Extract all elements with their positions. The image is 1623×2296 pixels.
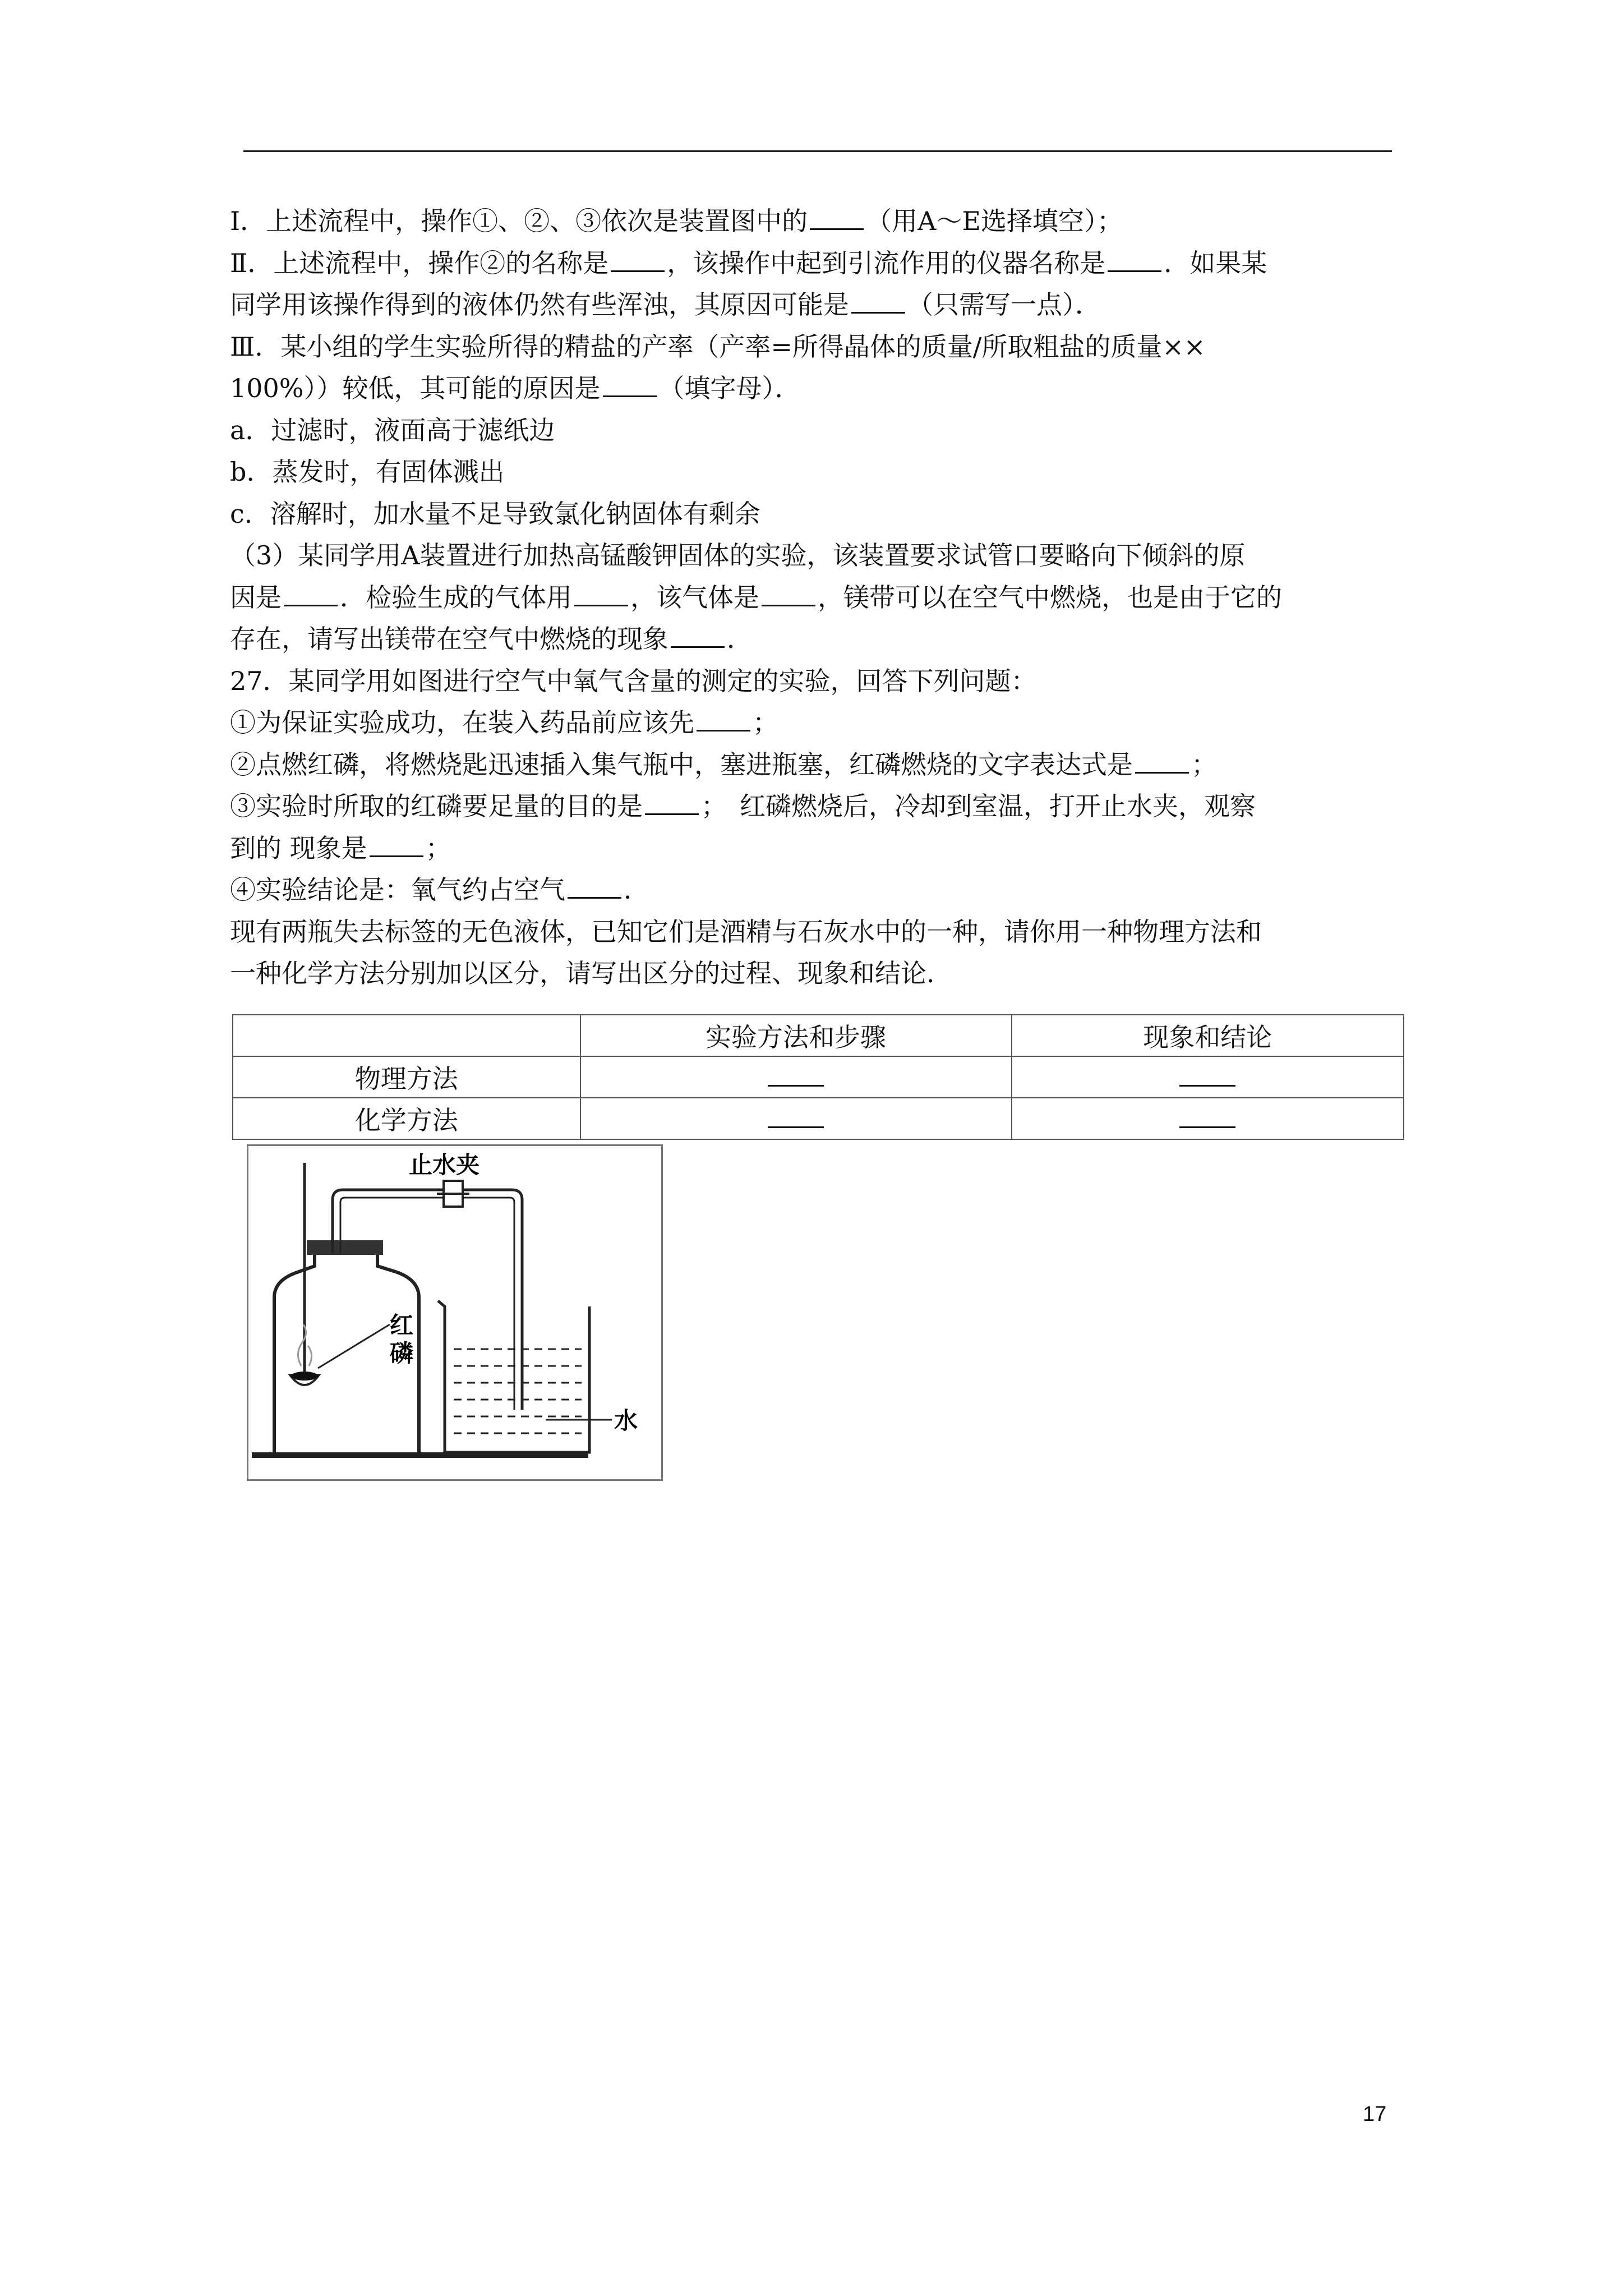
text-line bbox=[230, 204, 1396, 238]
text-line bbox=[230, 413, 1396, 447]
text-segment: （用A～E选择填空）； bbox=[866, 206, 1123, 236]
text-segment: a．过滤时，液面高于滤纸边 bbox=[230, 415, 555, 445]
text-line bbox=[230, 371, 1396, 405]
text-segment: ④实验结论是：氧气约占空气 bbox=[230, 875, 565, 905]
text-segment: 因是 bbox=[230, 582, 282, 613]
answer-blank[interactable] bbox=[611, 248, 665, 272]
flame-smoke bbox=[308, 1346, 312, 1366]
answer-blank-cell[interactable] bbox=[1012, 1098, 1404, 1139]
text-line bbox=[230, 455, 1396, 489]
table-header-cell: 现象和结论 bbox=[1012, 1015, 1404, 1056]
text-segment: 一种化学方法分别加以区分，请写出区分的过程、现象和结论． bbox=[230, 958, 952, 988]
phosphorus-label: 磷 bbox=[390, 1340, 414, 1366]
glass-tube-inner bbox=[340, 1198, 514, 1410]
answer-blank[interactable] bbox=[574, 582, 628, 606]
apparatus-diagram bbox=[248, 1146, 661, 1479]
answer-blank[interactable] bbox=[810, 206, 864, 230]
text-line bbox=[230, 622, 1396, 656]
text-line bbox=[230, 246, 1396, 280]
answer-blank[interactable] bbox=[1135, 749, 1189, 774]
text-segment: ③实验时所取的红磷要足量的目的是 bbox=[230, 791, 643, 821]
text-line bbox=[230, 915, 1396, 949]
water-label: 水 bbox=[614, 1407, 638, 1434]
answer-blank[interactable] bbox=[1179, 1103, 1235, 1128]
answer-blank[interactable] bbox=[762, 582, 815, 606]
stopper bbox=[307, 1240, 383, 1255]
answer-blank[interactable] bbox=[568, 875, 621, 899]
text-segment: 27．某同学用如图进行空气中氧气含量的测定的实验，回答下列问题： bbox=[230, 665, 1037, 696]
text-line bbox=[230, 581, 1396, 614]
text-segment: ①为保证实验成功，在装入药品前应该先 bbox=[230, 707, 694, 738]
text-segment: （填字母）． bbox=[658, 373, 801, 403]
text-segment: ； bbox=[425, 832, 451, 863]
comparison-table bbox=[232, 1014, 1404, 1140]
text-line bbox=[230, 497, 1396, 531]
text-segment: 现有两瓶失去标签的无色液体，已知它们是酒精与石灰水中的一种，请你用一种物理方法和 bbox=[230, 916, 1262, 947]
text-segment: ； bbox=[1191, 749, 1217, 780]
answer-blank-cell[interactable] bbox=[580, 1056, 1012, 1098]
text-segment: ． bbox=[727, 624, 753, 654]
text-segment: ．如果某 bbox=[1164, 247, 1267, 278]
answer-blank[interactable] bbox=[1108, 248, 1161, 272]
table-row bbox=[233, 1098, 1404, 1139]
text-line bbox=[230, 748, 1396, 781]
text-segment: ，镁带可以在空气中燃烧，也是由于它的 bbox=[818, 582, 1282, 613]
text-segment: （只需写一点）． bbox=[907, 289, 1101, 320]
text-line bbox=[230, 330, 1396, 364]
text-segment: ； bbox=[753, 707, 778, 738]
answer-blank[interactable] bbox=[671, 624, 725, 648]
text-segment: Ⅲ．某小组的学生实验所得的精盐的产率（产率=所得晶体的质量/所取粗盐的质量×× bbox=[230, 331, 1206, 362]
apparatus-figure bbox=[247, 1144, 663, 1481]
text-line bbox=[230, 789, 1396, 823]
table-header-cell: 实验方法和步骤 bbox=[580, 1015, 1012, 1056]
label-pointer bbox=[318, 1324, 390, 1368]
text-segment: 存在，请写出镁带在空气中燃烧的现象 bbox=[230, 624, 668, 654]
table-header-row bbox=[233, 1015, 1404, 1056]
answer-blank[interactable] bbox=[697, 707, 750, 731]
table-header-cell bbox=[233, 1015, 580, 1056]
answer-blank-cell[interactable] bbox=[1012, 1056, 1404, 1098]
text-segment: ，该操作中起到引流作用的仪器名称是 bbox=[667, 247, 1106, 278]
text-segment: 同学用该操作得到的液体仍然有些浑浊，其原因可能是 bbox=[230, 289, 849, 320]
row-label: 物理方法 bbox=[233, 1056, 580, 1098]
answer-blank[interactable] bbox=[370, 833, 423, 857]
text-line bbox=[230, 831, 1396, 865]
row-label: 化学方法 bbox=[233, 1098, 580, 1139]
text-segment: c．溶解时，加水量不足导致氯化钠固体有剩余 bbox=[230, 498, 760, 529]
text-segment: ，该气体是 bbox=[630, 582, 759, 613]
text-segment: 到的 现象是 bbox=[230, 832, 367, 863]
answer-blank[interactable] bbox=[284, 582, 338, 606]
text-segment: ． bbox=[624, 875, 649, 905]
text-segment: ．检验生成的气体用 bbox=[340, 582, 572, 613]
answer-blank[interactable] bbox=[851, 289, 905, 314]
text-line bbox=[230, 664, 1396, 698]
text-segment: Ⅱ．上述流程中，操作②的名称是 bbox=[230, 247, 609, 278]
answer-blank[interactable] bbox=[603, 373, 657, 397]
answer-blank[interactable] bbox=[1179, 1061, 1235, 1087]
text-segment: ②点燃红磷，将燃烧匙迅速插入集气瓶中，塞进瓶塞，红磷燃烧的文字表达式是 bbox=[230, 749, 1133, 780]
clamp-label: 止水夹 bbox=[409, 1152, 480, 1178]
text-segment: Ⅰ．上述流程中，操作①、②、③依次是装置图中的 bbox=[230, 206, 808, 236]
answer-blank[interactable] bbox=[768, 1061, 824, 1087]
header-rule bbox=[243, 150, 1392, 152]
text-segment: 100%））较低，其可能的原因是 bbox=[230, 373, 601, 403]
glass-tube bbox=[333, 1190, 522, 1410]
text-line bbox=[230, 539, 1396, 572]
answer-blank[interactable] bbox=[768, 1103, 824, 1128]
phosphorus-label: 红 bbox=[390, 1312, 414, 1338]
red-phosphorus bbox=[291, 1372, 318, 1381]
text-segment: （3）某同学用A装置进行加热高锰酸钾固体的实验，该装置要求试管口要略向下倾斜的原 bbox=[230, 540, 1246, 570]
table-row bbox=[233, 1056, 1404, 1098]
text-line bbox=[230, 288, 1396, 321]
answer-blank-cell[interactable] bbox=[580, 1098, 1012, 1139]
answer-blank[interactable] bbox=[645, 791, 699, 815]
text-line bbox=[230, 706, 1396, 739]
text-segment: b．蒸发时，有固体溅出 bbox=[230, 457, 505, 487]
page-number: 17 bbox=[1363, 2102, 1387, 2126]
text-line bbox=[230, 956, 1396, 990]
text-segment: ； 红磷燃烧后，冷却到室温，打开止水夹，观察 bbox=[701, 791, 1256, 821]
text-line bbox=[230, 873, 1396, 907]
